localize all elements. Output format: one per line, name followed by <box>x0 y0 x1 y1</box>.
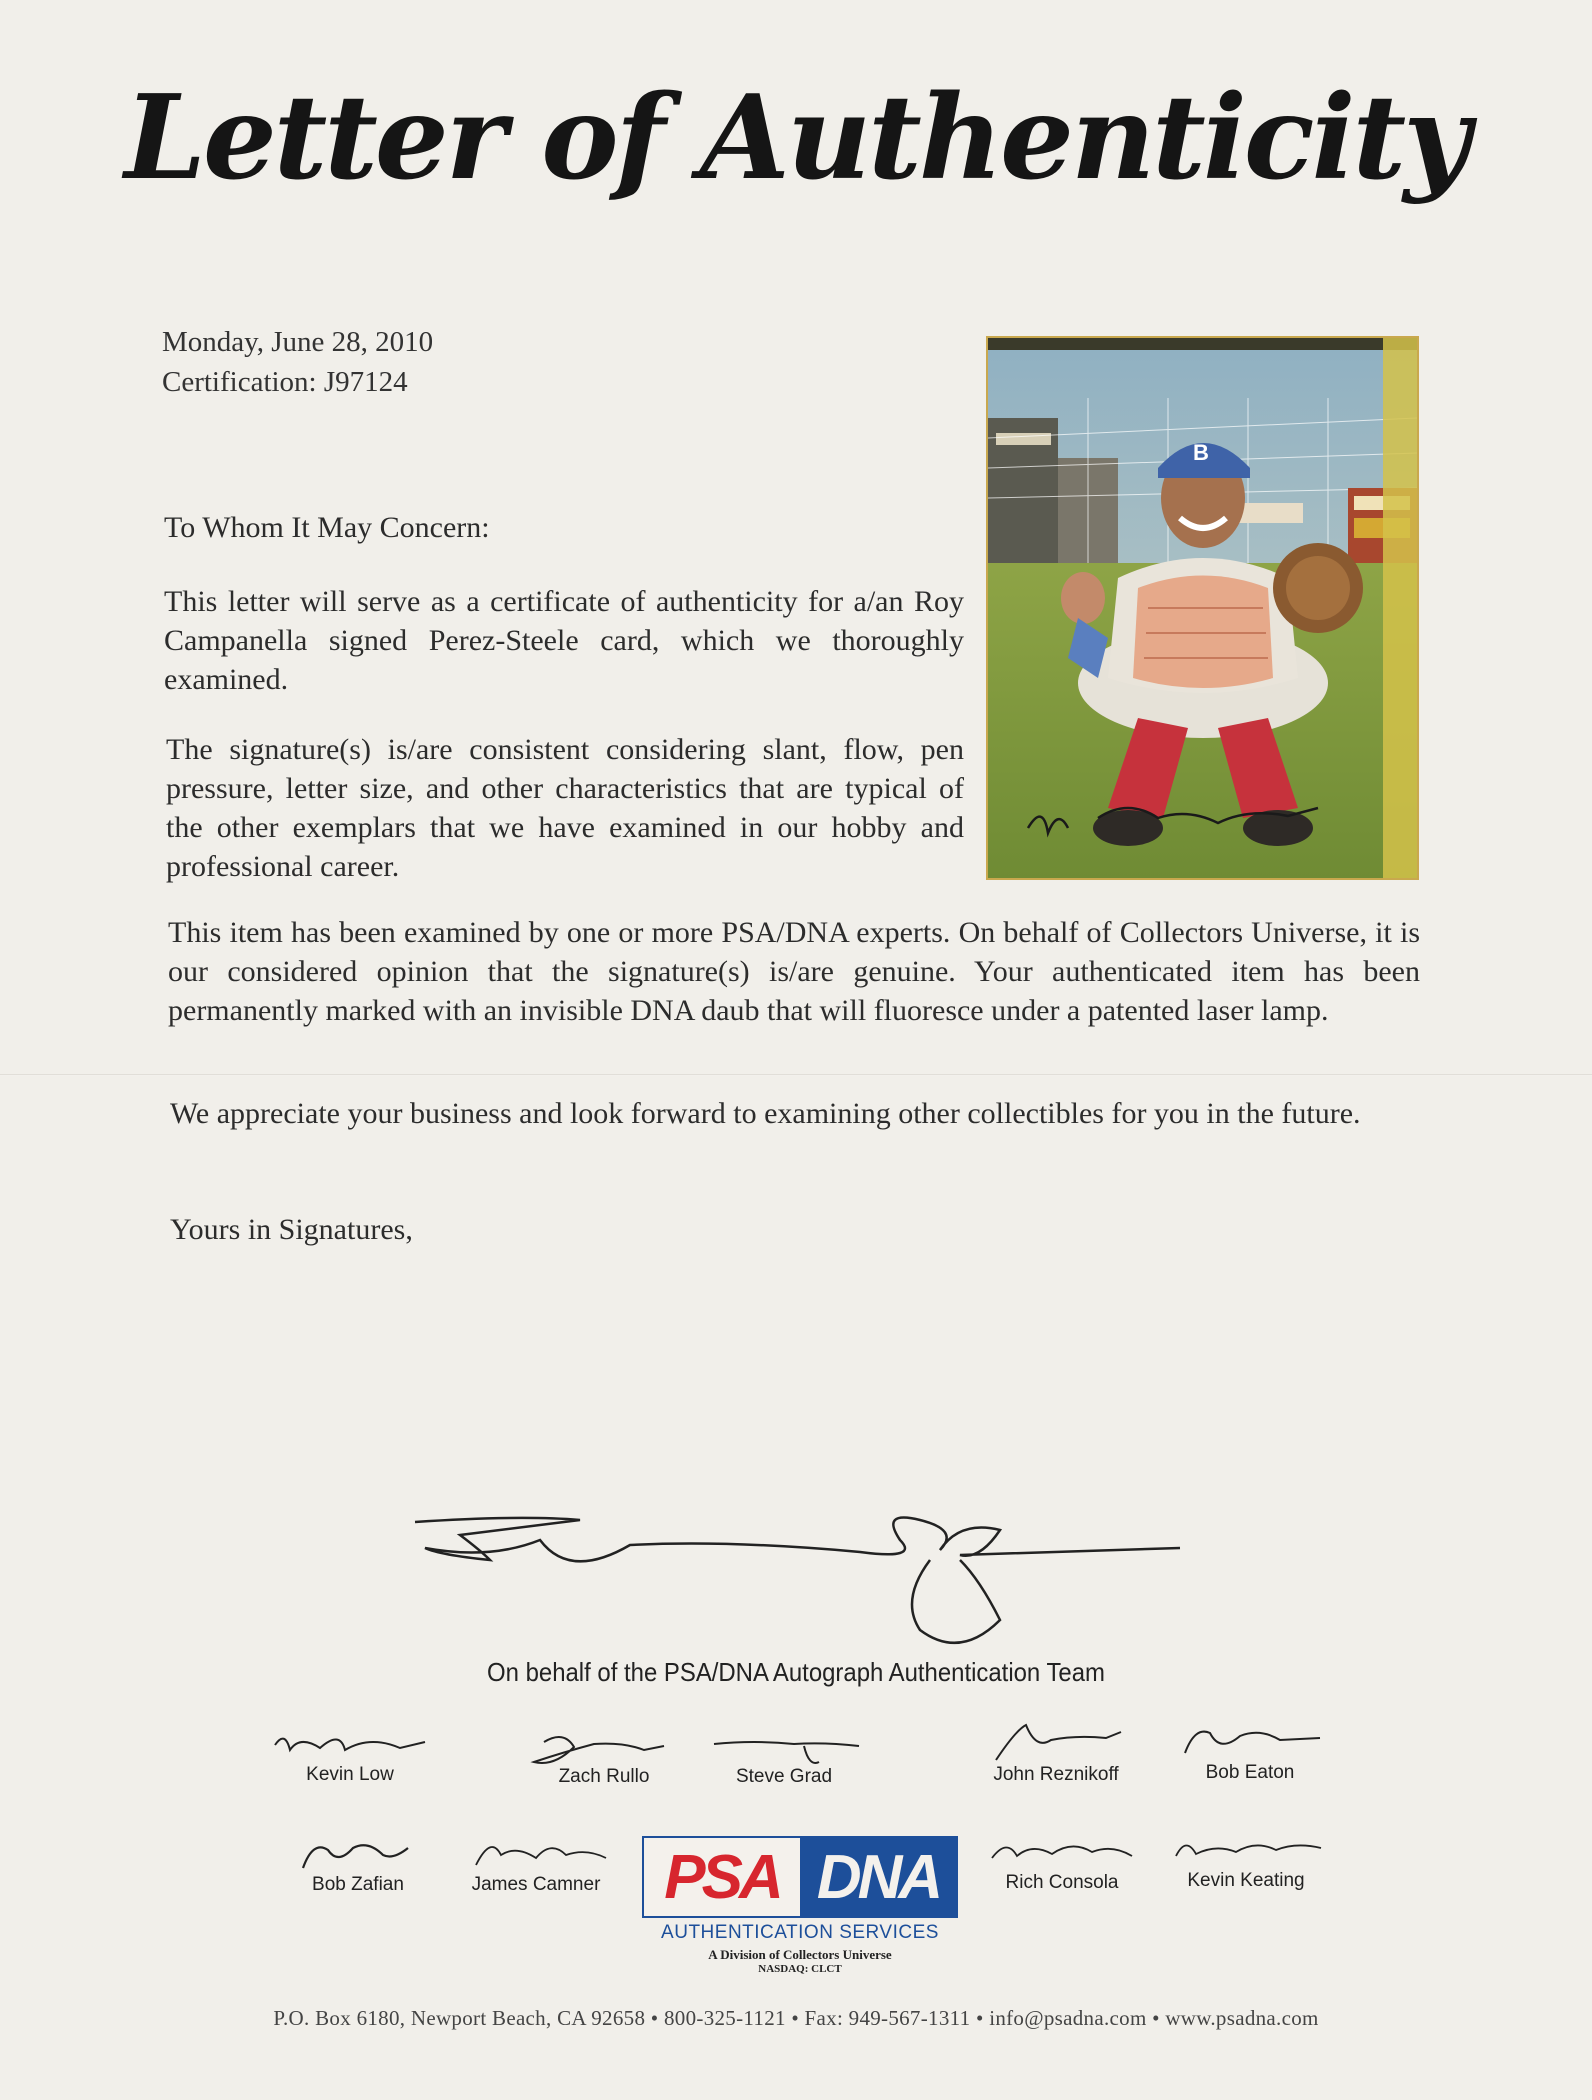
staff-name: Kevin Low <box>306 1764 394 1785</box>
letter-title: Letter of Authenticity <box>124 70 1468 206</box>
signature-mark <box>962 1828 1162 1876</box>
staff-signature-rich-consola <box>962 1828 1162 1894</box>
signature-mark <box>504 1722 704 1770</box>
paragraph-4: We appreciate your business and look forward to examining other collectibles for you in the future. <box>170 1097 1361 1130</box>
staff-name: Rich Consola <box>1005 1872 1119 1893</box>
staff-name: James Camner <box>471 1874 601 1895</box>
letter-meta <box>162 322 433 402</box>
paragraph-3: This item has been examined by one or more PSA/DNA experts. On behalf of Collectors Universe, it is our considered opinion that the signature(s) is/are genuine. Your authenticated item has been permanently marked with an invisible DNA daub that will fluoresce under a patented laser lamp. <box>168 916 1420 1027</box>
staff-name: Steve Grad <box>735 1766 833 1787</box>
logo-division: A Division of Collectors Universe <box>708 1947 892 1962</box>
cap-letter: B <box>1193 440 1209 465</box>
logo-nasdaq: NASDAQ: CLCT <box>758 1963 842 1975</box>
letter-date: Monday, June 28, 2010 <box>162 326 434 358</box>
paragraph-2: The signature(s) is/are consistent considering slant, flow, pen pressure, letter size, and other characteristics that are typical of the other exemplars that we have examined in our hobby and professional career. <box>166 733 964 883</box>
salutation: To Whom It May Concern: <box>164 511 490 544</box>
signature-mark <box>1150 1718 1350 1766</box>
logo-psa: PSA <box>644 1838 800 1916</box>
staff-name: Zach Rullo <box>558 1766 650 1787</box>
staff-name: Kevin Keating <box>1187 1870 1305 1891</box>
catcher-illustration <box>988 338 1417 878</box>
staff-signature-steve-grad <box>684 1722 884 1788</box>
signature-mark <box>436 1830 636 1878</box>
logo-wordmark <box>642 1836 958 1918</box>
staff-signature-bob-zafian <box>258 1830 458 1896</box>
closing: Yours in Signatures, <box>170 1213 413 1246</box>
psa-dna-logo <box>642 1836 958 1975</box>
staff-signature-kevin-keating <box>1146 1826 1346 1892</box>
team-line: On behalf of the PSA/DNA Autograph Authentication Team <box>487 1657 1105 1687</box>
staff-signature-bob-eaton <box>1150 1718 1350 1784</box>
staff-name: John Reznikoff <box>993 1764 1119 1785</box>
staff-signature-kevin-low <box>250 1720 450 1786</box>
certification-number: Certification: J97124 <box>162 366 408 398</box>
staff-signature-james-camner <box>436 1830 636 1896</box>
paper-fold-line <box>0 1074 1592 1076</box>
staff-name: Bob Eaton <box>1205 1762 1295 1783</box>
logo-services: AUTHENTICATION SERVICES <box>661 1922 939 1943</box>
signature-mark <box>956 1720 1156 1768</box>
signature-mark <box>258 1830 458 1878</box>
paragraph-1: This letter will serve as a certificate of authenticity for a/an Roy Campanella signed Perez-Steele card, which we thoroughly examined. <box>164 585 964 696</box>
signed-card-image <box>986 336 1419 880</box>
signature-mark <box>250 1720 450 1768</box>
lead-authenticator-signature <box>400 1500 1200 1660</box>
signature-mark <box>684 1722 884 1770</box>
staff-signature-john-reznikoff <box>956 1720 1156 1786</box>
staff-name: Bob Zafian <box>312 1874 404 1895</box>
signature-mark <box>1146 1826 1346 1874</box>
staff-signature-zach-rullo <box>504 1722 704 1788</box>
logo-dna: DNA <box>800 1838 956 1916</box>
footer-contact: P.O. Box 6180, Newport Beach, CA 92658 • 800-325-1121 • Fax: 949-567-1311 • info@psadna.com • www.psadna.com <box>273 2006 1319 2030</box>
